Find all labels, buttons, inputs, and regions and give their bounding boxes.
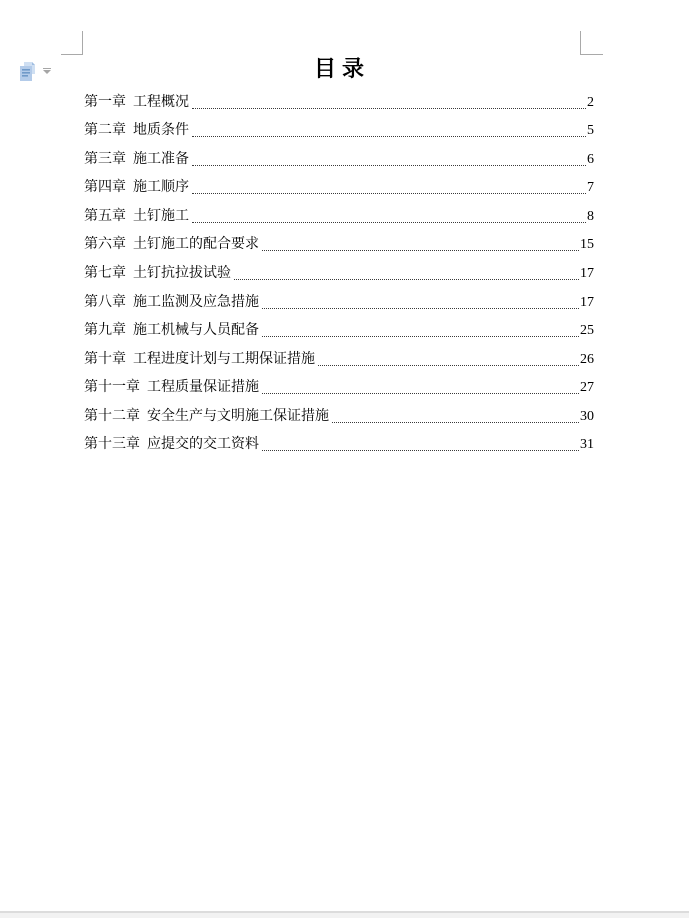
- toc-entry-title: 工程概况: [133, 94, 189, 110]
- toc-entry[interactable]: [84, 289, 594, 318]
- toc-entry-page: 27: [580, 380, 594, 396]
- dot-leader: [262, 250, 579, 251]
- toc-list: [84, 89, 594, 460]
- toc-entry-chapter: 第六章: [84, 237, 126, 253]
- margin-cropmark-top-left: [61, 31, 83, 55]
- toc-entry-page: 15: [580, 237, 594, 253]
- toc-entry-page: 26: [580, 351, 594, 367]
- toc-entry-chapter: 第七章: [84, 265, 126, 281]
- toc-entry-chapter: 第八章: [84, 294, 126, 310]
- canvas-area: [0, 913, 689, 918]
- paste-options-button[interactable]: [19, 59, 53, 83]
- toc-entry[interactable]: [84, 89, 594, 118]
- dot-leader: [318, 365, 579, 366]
- toc-entry-chapter: 第九章: [84, 323, 126, 339]
- toc-entry[interactable]: [84, 432, 594, 461]
- toc-entry-title: 安全生产与文明施工保证措施: [147, 408, 329, 424]
- toc-entry-page: 17: [580, 294, 594, 310]
- toc-entry-title: 应提交的交工资料: [147, 437, 259, 453]
- toc-entry-page: 8: [587, 208, 594, 224]
- toc-entry-page: 31: [580, 437, 594, 453]
- toc-entry-chapter: 第三章: [84, 151, 126, 167]
- toc-entry-chapter: 第二章: [84, 123, 126, 139]
- toc-entry-page: 7: [587, 180, 594, 196]
- toc-entry-page: 30: [580, 408, 594, 424]
- toc-entry-chapter: 第一章: [84, 94, 126, 110]
- toc-entry-page: 5: [587, 123, 594, 139]
- dot-leader: [192, 108, 586, 109]
- toc-entry[interactable]: [84, 232, 594, 261]
- toc-entry-page: 25: [580, 323, 594, 339]
- toc-entry-chapter: 第十二章: [84, 408, 140, 424]
- toc-entry-title: 土钉施工的配合要求: [133, 237, 259, 253]
- dot-leader: [262, 393, 579, 394]
- toc-entry-title: 施工机械与人员配备: [133, 323, 259, 339]
- toc-entry[interactable]: [84, 318, 594, 347]
- toc-title: 目录: [313, 56, 370, 81]
- dot-leader: [192, 222, 586, 223]
- dot-leader: [262, 450, 579, 451]
- toc-entry[interactable]: [84, 146, 594, 175]
- dot-leader: [262, 336, 579, 337]
- dropdown-arrow-icon: [43, 68, 51, 74]
- dot-leader: [262, 308, 579, 309]
- dot-leader: [192, 136, 586, 137]
- toc-entry-title: 施工顺序: [133, 180, 189, 196]
- toc-entry-title: 施工监测及应急措施: [133, 294, 259, 310]
- dot-leader: [332, 422, 579, 423]
- toc-entry[interactable]: [84, 403, 594, 432]
- toc-entry-title: 土钉施工: [133, 208, 189, 224]
- paste-options-icon: [19, 61, 37, 82]
- dot-leader: [192, 165, 586, 166]
- toc-entry-title: 土钉抗拉拔试验: [133, 265, 231, 281]
- margin-cropmark-top-right: [580, 31, 603, 55]
- toc-entry[interactable]: [84, 346, 594, 375]
- toc-entry-title: 施工准备: [133, 151, 189, 167]
- toc-entry-page: 17: [580, 265, 594, 281]
- toc-entry-chapter: 第十章: [84, 351, 126, 367]
- toc-entry-chapter: 第十一章: [84, 380, 140, 396]
- dot-leader: [192, 193, 586, 194]
- toc-entry[interactable]: [84, 175, 594, 204]
- toc-entry-title: 工程质量保证措施: [147, 380, 259, 396]
- toc-entry-chapter: 第五章: [84, 208, 126, 224]
- toc-entry[interactable]: [84, 118, 594, 147]
- toc-entry-chapter: 第十三章: [84, 437, 140, 453]
- dot-leader: [234, 279, 579, 280]
- toc-entry-title: 工程进度计划与工期保证措施: [133, 351, 315, 367]
- toc-entry[interactable]: [84, 375, 594, 404]
- toc-entry-title: 地质条件: [133, 123, 189, 139]
- toc-entry-chapter: 第四章: [84, 180, 126, 196]
- toc-entry-page: 2: [587, 94, 594, 110]
- toc-entry[interactable]: [84, 203, 594, 232]
- toc-entry[interactable]: [84, 260, 594, 289]
- toc-entry-page: 6: [587, 151, 594, 167]
